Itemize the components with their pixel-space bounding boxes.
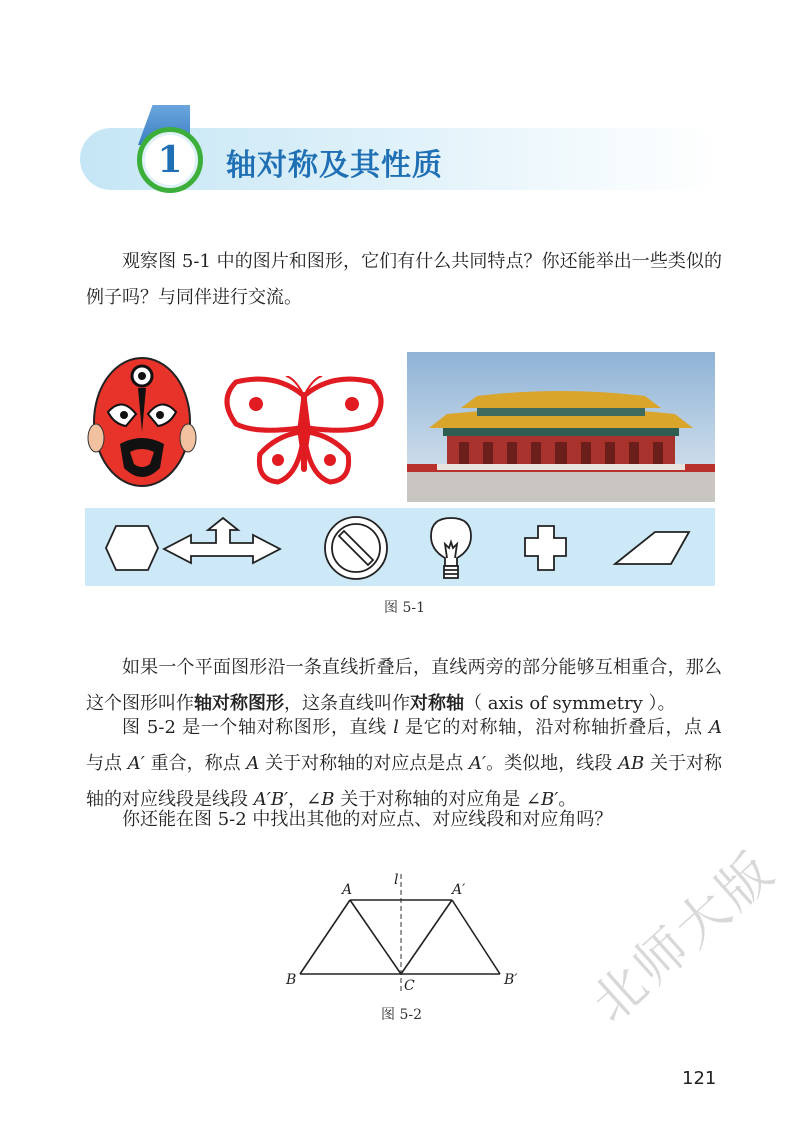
var-l: l bbox=[393, 717, 399, 738]
label-l: l bbox=[394, 872, 399, 888]
section-number-badge bbox=[137, 127, 203, 193]
para2-text: 。类似地，线段 bbox=[486, 753, 618, 774]
label-A: A bbox=[342, 882, 353, 898]
figure-5-2-caption: 图 5-2 bbox=[381, 1007, 422, 1023]
para2-text: 。 bbox=[558, 789, 577, 810]
para2-text: 关于对称轴的对应线段是线段 bbox=[86, 753, 722, 810]
definition-text-3: （ axis of symmetry ）。 bbox=[464, 693, 676, 714]
para2-text: 重合，称点 bbox=[144, 753, 247, 774]
para2-text: 与点 bbox=[86, 753, 128, 774]
segment-A-prime-C bbox=[401, 900, 452, 974]
butterfly-papercut-image bbox=[216, 376, 392, 488]
parallelogram-icon bbox=[615, 532, 689, 564]
label-B: B bbox=[286, 972, 297, 988]
para2-text: 图 5-2 是一个轴对称图形，直线 bbox=[122, 717, 394, 738]
var-A: A bbox=[709, 717, 722, 738]
figure-5-2-diagram bbox=[280, 866, 530, 996]
publisher-watermark: 北师大版 bbox=[580, 839, 788, 1035]
para2-text: 是它的对称轴，沿对称轴折叠后，点 bbox=[398, 717, 709, 738]
label-C: C bbox=[404, 978, 415, 994]
var-A-prime: A′ bbox=[127, 753, 145, 774]
var-A-prime: A′ bbox=[469, 753, 487, 774]
label-B-prime: B′ bbox=[504, 972, 518, 988]
no-sign-icon bbox=[325, 517, 387, 579]
term-axis-of-symmetry: 对称轴 bbox=[410, 693, 464, 714]
var-A-prime-B-prime: A′B′ bbox=[253, 789, 289, 810]
para2-text: 关于对称轴的对应点是点 bbox=[259, 753, 470, 774]
question-paragraph: 你还能在图 5-2 中找出其他的对应点、对应线段和对应角吗？ bbox=[122, 809, 613, 830]
var-AB: AB bbox=[617, 753, 645, 774]
term-axisymmetric-figure: 轴对称图形 bbox=[194, 693, 284, 714]
section-number: 1 bbox=[157, 139, 183, 181]
var-B: B bbox=[321, 789, 335, 810]
segment-A-prime-B-prime bbox=[452, 900, 500, 974]
var-B-prime: B′ bbox=[541, 789, 559, 810]
para2-text: ，∠ bbox=[288, 789, 322, 810]
label-A-prime: A′ bbox=[452, 882, 466, 898]
lightbulb-icon bbox=[431, 518, 471, 578]
cross-icon bbox=[525, 526, 566, 570]
page-number: 121 bbox=[682, 1068, 717, 1089]
segment-AC bbox=[350, 900, 401, 974]
figure-5-1-caption: 图 5-1 bbox=[384, 600, 425, 616]
opera-mask-image bbox=[86, 352, 198, 492]
symmetric-shapes bbox=[85, 508, 715, 586]
section-title: 轴对称及其性质 bbox=[226, 148, 443, 183]
definition-text-2: ，这条直线叫作 bbox=[284, 693, 410, 714]
palace-photo-image bbox=[407, 352, 715, 502]
intro-paragraph: 观察图 5-1 中的图片和图形，它们有什么共同特点？你还能举出一些类似的例子吗？与同伴进行交流。 bbox=[86, 251, 722, 308]
hexagon-icon bbox=[106, 526, 158, 570]
var-A: A bbox=[246, 753, 260, 774]
para2-text: 关于对称轴的对应角是 ∠ bbox=[334, 789, 541, 810]
segment-AB bbox=[300, 900, 350, 974]
definition-text-1: 如果一个平面图形沿一条直线折叠后，直线两旁的部分能够互相重合，那么这个图形叫作 bbox=[86, 657, 722, 714]
